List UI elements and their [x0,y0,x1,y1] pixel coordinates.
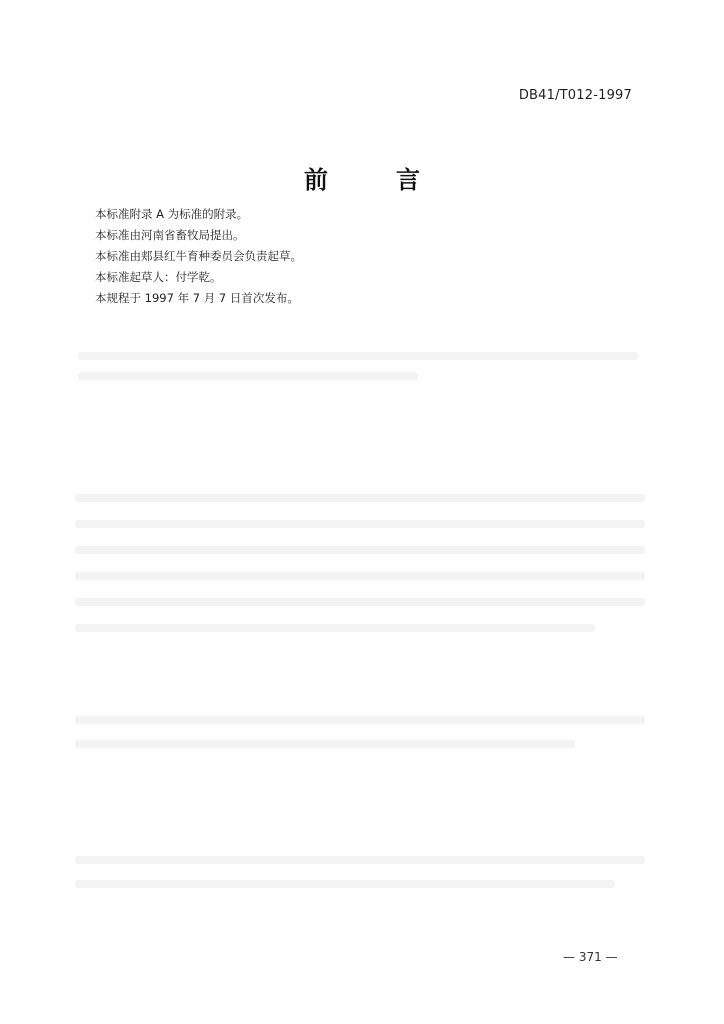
show-through-line [75,520,645,528]
show-through-line [78,352,638,360]
show-through-line [75,546,645,554]
show-through-line [75,494,645,502]
preface-line: 本标准起草人：付学乾。 [95,270,222,284]
show-through-line [75,598,645,606]
preface-line: 本标准由河南省畜牧局提出。 [95,228,245,242]
show-through-line [78,372,418,380]
preface-line: 本规程于 1997 年 7 月 7 日首次发布。 [95,291,299,305]
show-through-line [75,856,645,864]
page-number: — 371 — [563,950,618,964]
show-through-line [75,880,615,888]
show-through-line [75,624,595,632]
show-through-line [75,716,645,724]
preface-line: 本标准由郏县红牛育种委员会负责起草。 [95,249,302,263]
title-char-1: 前 [304,165,328,194]
title-char-2: 言 [396,165,420,194]
show-through-line [75,572,645,580]
page-title [0,160,724,195]
show-through-line [75,740,575,748]
standard-code: DB41/T012-1997 [518,88,632,103]
preface-body [95,204,302,309]
preface-line: 本标准附录 A 为标准的附录。 [95,207,249,221]
